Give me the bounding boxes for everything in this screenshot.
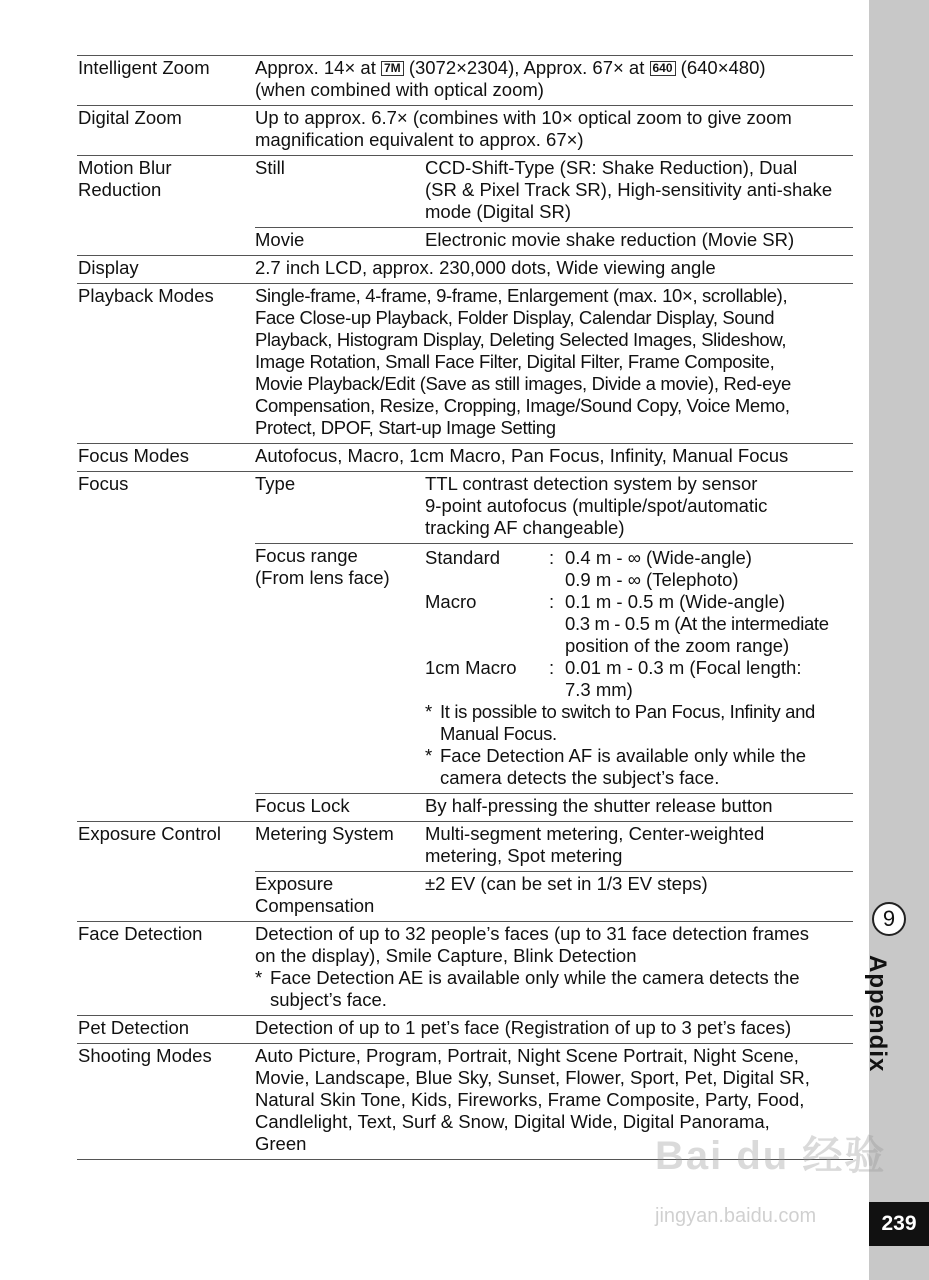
sub-row-metering [255,822,853,871]
range-sep [549,635,565,657]
spec-label: Intelligent Zoom [78,57,210,78]
spec-row-pet-detection [77,1015,853,1043]
zoom-text-line2: (when combined with optical zoom) [255,79,544,100]
text-line: on the display), Smile Capture, Blink Detection [255,945,637,966]
watermark-logo: Bai du 经验 [655,1134,887,1178]
zoom-text-a: Approx. 14× at [255,57,376,78]
focus-range-line [425,635,853,657]
sub-rows [255,822,853,921]
text-line: camera detects the subject’s face. [440,767,720,788]
spec-table [77,55,853,1160]
footnote-mark: * [425,701,433,722]
sub-value: ±2 EV (can be set in 1/3 EV steps) [425,873,708,894]
spec-value: Autofocus, Macro, 1cm Macro, Pan Focus, Infinity, Manual Focus [255,445,789,466]
resolution-640-icon: 640 [650,61,676,76]
page-number: 239 [869,1202,929,1246]
range-name [425,679,549,701]
range-sep: : [549,591,555,612]
spec-value [255,284,853,443]
text-line: metering, Spot metering [425,845,623,866]
focus-range-line [425,679,853,701]
range-name: 1cm Macro [425,657,517,678]
sub-value [425,472,853,543]
spec-value: Detection of up to 1 pet’s face (Registration of up to 3 pet’s faces) [255,1017,792,1038]
range-name: Macro [425,591,477,612]
spec-value [255,56,853,105]
spec-row-display [77,255,853,283]
range-value: position of the zoom range) [565,635,790,656]
footnote [425,745,853,789]
text-line: tracking AF changeable) [425,517,625,538]
sub-label: Type [255,473,296,494]
footnote [425,701,853,745]
text-line: Movie, Landscape, Blue Sky, Sunset, Flower, Sport, Pet, Digital SR, [255,1067,810,1088]
range-name [425,635,549,657]
sub-row-type [255,472,853,543]
spec-row-motion-blur [77,155,853,255]
range-sep [549,569,565,591]
text-line: magnification equivalent to approx. 67×) [255,129,584,150]
footnote-mark: * [425,745,433,766]
text-line: Playback, Histogram Display, Deleting Selected Images, Slideshow, [255,329,787,350]
text-line: subject’s face. [270,989,387,1010]
text-line: (SR & Pixel Track SR), High-sensitivity anti-shake [425,179,833,200]
spec-row-focus [77,471,853,821]
text-line: It is possible to switch to Pan Focus, Infinity and [440,701,815,722]
spec-value: 2.7 inch LCD, approx. 230,000 dots, Wide viewing angle [255,257,716,278]
focus-range-line [425,613,853,635]
label-line: Reduction [78,179,162,200]
sub-label: Still [255,157,285,178]
sub-label: Metering System [255,823,394,844]
spec-value [255,922,853,1015]
spec-row-exposure-control [77,821,853,921]
sub-rows [255,472,853,821]
range-value: 0.4 m - ∞ (Wide-angle) [565,547,752,568]
text-line: Movie Playback/Edit (Save as still images, Divide a movie), Red-eye [255,373,791,394]
label-line: Exposure [255,873,334,894]
text-line: Multi-segment metering, Center-weighted [425,823,765,844]
label-line: (From lens face) [255,567,390,588]
sub-label: Movie [255,229,305,250]
chapter-side-tab [869,0,929,1280]
spec-label: Playback Modes [78,285,214,306]
watermark-url: jingyan.baidu.com [655,1205,817,1227]
sub-value [425,156,853,227]
sub-label: Focus Lock [255,795,350,816]
sub-row-movie [255,227,853,255]
label-line: Motion Blur [78,157,172,178]
spec-label: Exposure Control [78,823,221,844]
spec-label: Digital Zoom [78,107,182,128]
range-sep: : [549,547,555,568]
spec-label: Pet Detection [78,1017,190,1038]
focus-range-line [425,591,853,613]
text-line: Face Detection AE is available only while the camera detects the [270,967,800,988]
spec-label [77,156,255,255]
range-value: 0.1 m - 0.5 m (Wide-angle) [565,591,786,612]
sub-rows [255,156,853,255]
focus-range-line [425,657,853,679]
range-value: 7.3 mm) [565,679,633,700]
range-value: 0.9 m - ∞ (Telephoto) [565,569,739,590]
spec-label: Shooting Modes [78,1045,212,1066]
spec-label: Focus [78,473,129,494]
focus-range-line [425,569,853,591]
text-line: Single-frame, 4-frame, 9-frame, Enlargement (max. 10×, scrollable), [255,285,788,306]
text-line: Manual Focus. [440,723,557,744]
range-sep [549,679,565,701]
zoom-text-c: (640×480) [680,57,766,78]
range-name [425,613,549,635]
text-line: Image Rotation, Small Face Filter, Digital Filter, Frame Composite, [255,351,775,372]
range-name: Standard [425,547,501,568]
spec-row-focus-modes [77,443,853,471]
text-line: TTL contrast detection system by sensor [425,473,758,494]
chapter-title: Appendix [864,955,891,1073]
sub-label [255,544,425,793]
sub-label [255,872,425,921]
text-line: Face Close-up Playback, Folder Display, Calendar Display, Sound [255,307,775,328]
text-line: CCD-Shift-Type (SR: Shake Reduction), Dual [425,157,798,178]
sub-value: By half-pressing the shutter release button [425,795,773,816]
sub-row-still [255,156,853,227]
footnote [255,967,853,1011]
sub-row-focus-lock [255,793,853,821]
text-line: Up to approx. 6.7× (combines with 10× optical zoom to give zoom [255,107,792,128]
text-line: mode (Digital SR) [425,201,571,222]
zoom-text-b: (3072×2304), Approx. 67× at [408,57,645,78]
spec-label: Focus Modes [78,445,190,466]
text-line: Natural Skin Tone, Kids, Fireworks, Frame Composite, Party, Food, [255,1089,805,1110]
text-line: Green [255,1133,307,1154]
sub-row-focus-range [255,543,853,793]
spec-row-playback-modes [77,283,853,443]
text-line: Auto Picture, Program, Portrait, Night Scene Portrait, Night Scene, [255,1045,799,1066]
range-value: 0.01 m - 0.3 m (Focal length: [565,657,802,678]
sub-value: Electronic movie shake reduction (Movie SR) [425,229,795,250]
range-name [425,569,549,591]
text-line: Candlelight, Text, Surf & Snow, Digital Wide, Digital Panorama, [255,1111,770,1132]
spec-row-digital-zoom [77,105,853,155]
text-line: Compensation, Resize, Cropping, Image/Sound Copy, Voice Memo, [255,395,790,416]
chapter-number-badge: 9 [872,902,906,936]
spec-label: Face Detection [78,923,203,944]
sub-value [425,822,853,871]
spec-row-intelligent-zoom [77,56,853,105]
text-line: 9-point autofocus (multiple/spot/automatic [425,495,768,516]
spec-row-face-detection [77,921,853,1015]
range-sep: : [549,657,555,678]
label-line: Focus range [255,545,358,566]
range-value: 0.3 m - 0.5 m (At the intermediate [565,613,829,634]
text-line: Protect, DPOF, Start-up Image Setting [255,417,556,438]
text-line: Detection of up to 32 people’s faces (up to 31 face detection frames [255,923,809,944]
sub-row-exposure-comp [255,871,853,921]
resolution-7m-icon: 7M [381,61,404,76]
sub-value [425,544,853,793]
spec-value [255,106,853,155]
range-sep [549,613,565,635]
footnote-mark: * [255,967,263,988]
spec-label: Display [78,257,139,278]
focus-range-line [425,547,853,569]
text-line: Face Detection AF is available only while the [440,745,807,766]
label-line: Compensation [255,895,375,916]
